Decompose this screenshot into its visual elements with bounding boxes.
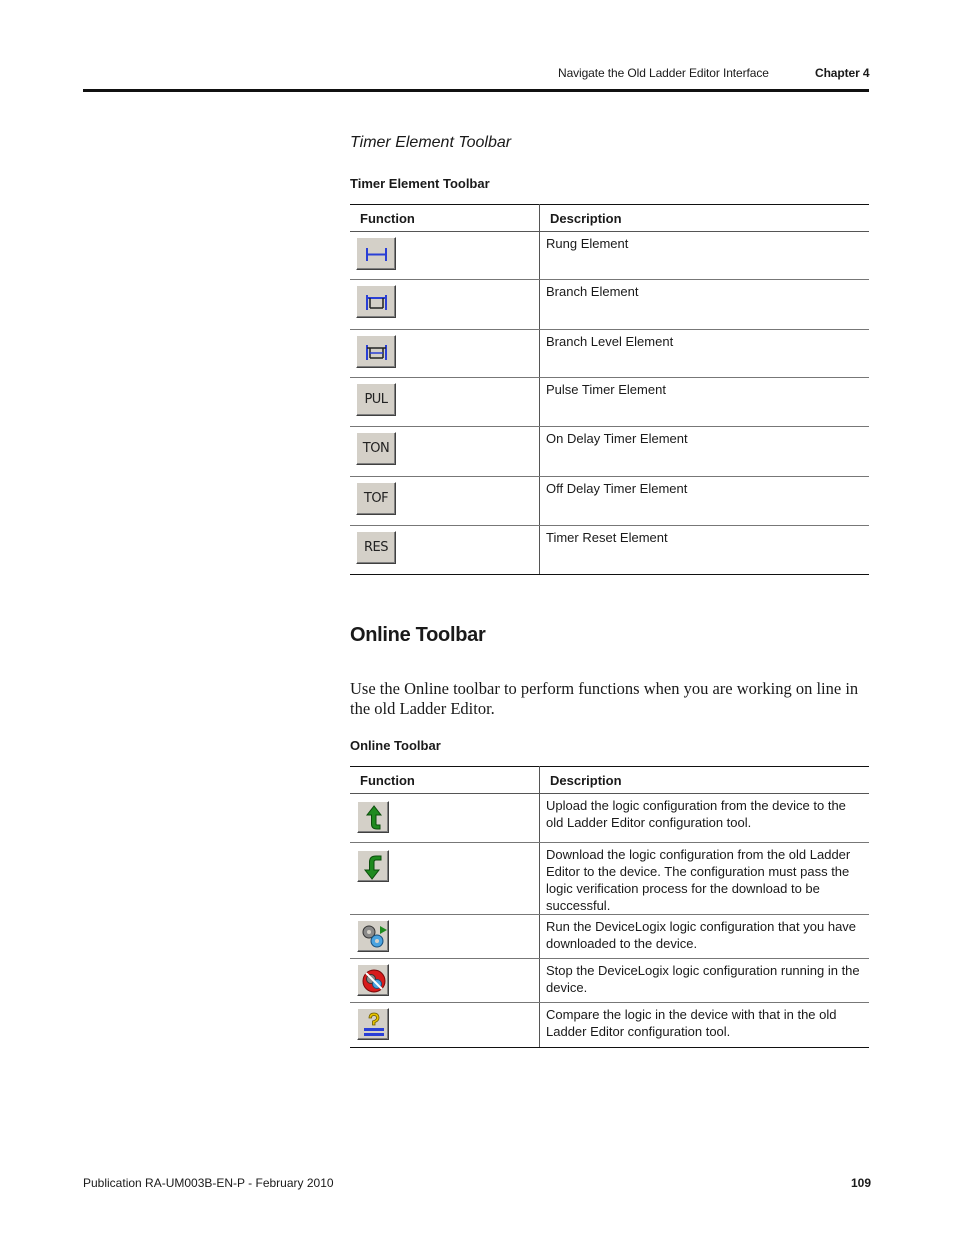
row-description: Timer Reset Element: [540, 526, 870, 575]
row-description: Compare the logic in the device with that in the old Ladder Editor configuration tool.: [540, 1003, 870, 1048]
table-row: [350, 526, 869, 575]
header-rule: [83, 89, 869, 92]
online-toolbar-heading: Online Toolbar: [350, 624, 486, 646]
table-row: [350, 232, 869, 280]
footer-publication: Publication RA-UM003B-EN-P - February 2010: [83, 1176, 334, 1190]
row-description: Stop the DeviceLogix logic configuration running in the device.: [540, 959, 870, 1003]
on-delay-timer-icon: TON: [356, 432, 396, 465]
table-row: [350, 915, 869, 959]
stop-gears-icon: [357, 964, 389, 996]
timer-reset-icon: RES: [356, 531, 396, 564]
row-description: On Delay Timer Element: [540, 427, 870, 477]
row-description: Upload the logic configuration from the device to the old Ladder Editor configuration tool.: [540, 794, 870, 843]
pulse-timer-icon: PUL: [356, 383, 396, 416]
running-header-chapter: Chapter 4: [815, 66, 870, 80]
off-delay-timer-icon: TOF: [356, 482, 396, 515]
table-row: [350, 477, 869, 526]
table-row: [350, 280, 869, 330]
download-arrow-icon: [357, 850, 389, 882]
column-header-function: Function: [350, 205, 540, 232]
timer-element-table: [350, 204, 869, 575]
branch-element-icon: [356, 285, 396, 318]
row-description: Rung Element: [540, 232, 870, 280]
branch-level-element-icon: [356, 335, 396, 368]
column-header-description: Description: [540, 767, 870, 794]
row-description: Branch Element: [540, 280, 870, 330]
rung-element-icon: [356, 237, 396, 270]
table-row: [350, 427, 869, 477]
table-header-row: [350, 205, 869, 232]
table-row: [350, 959, 869, 1003]
column-header-description: Description: [540, 205, 870, 232]
row-description: Pulse Timer Element: [540, 378, 870, 427]
row-description: Branch Level Element: [540, 330, 870, 378]
online-toolbar-table: [350, 766, 869, 1048]
upload-arrow-icon: [357, 801, 389, 833]
row-description: Run the DeviceLogix logic configuration that you have downloaded to the device.: [540, 915, 870, 959]
row-description: Download the logic configuration from the old Ladder Editor to the device. The configuration must pass the logic verification process for the download to be successful.: [540, 843, 870, 915]
table-row: [350, 843, 869, 915]
column-header-function: Function: [350, 767, 540, 794]
timer-table-caption: Timer Element Toolbar: [350, 176, 490, 191]
table-row: [350, 330, 869, 378]
compare-question-icon: [357, 1008, 389, 1040]
online-toolbar-paragraph: Use the Online toolbar to perform functions when you are working on line in the old Ladder Editor.: [350, 679, 859, 718]
table-row: [350, 1003, 869, 1048]
running-header-title: Navigate the Old Ladder Editor Interface: [558, 66, 769, 80]
table-row: [350, 794, 869, 843]
run-gears-icon: [357, 920, 389, 952]
table-header-row: [350, 767, 869, 794]
page-number: 109: [851, 1176, 872, 1190]
table-row: [350, 378, 869, 427]
timer-section-heading: Timer Element Toolbar: [350, 134, 512, 151]
online-table-caption: Online Toolbar: [350, 738, 441, 753]
row-description: Off Delay Timer Element: [540, 477, 870, 526]
